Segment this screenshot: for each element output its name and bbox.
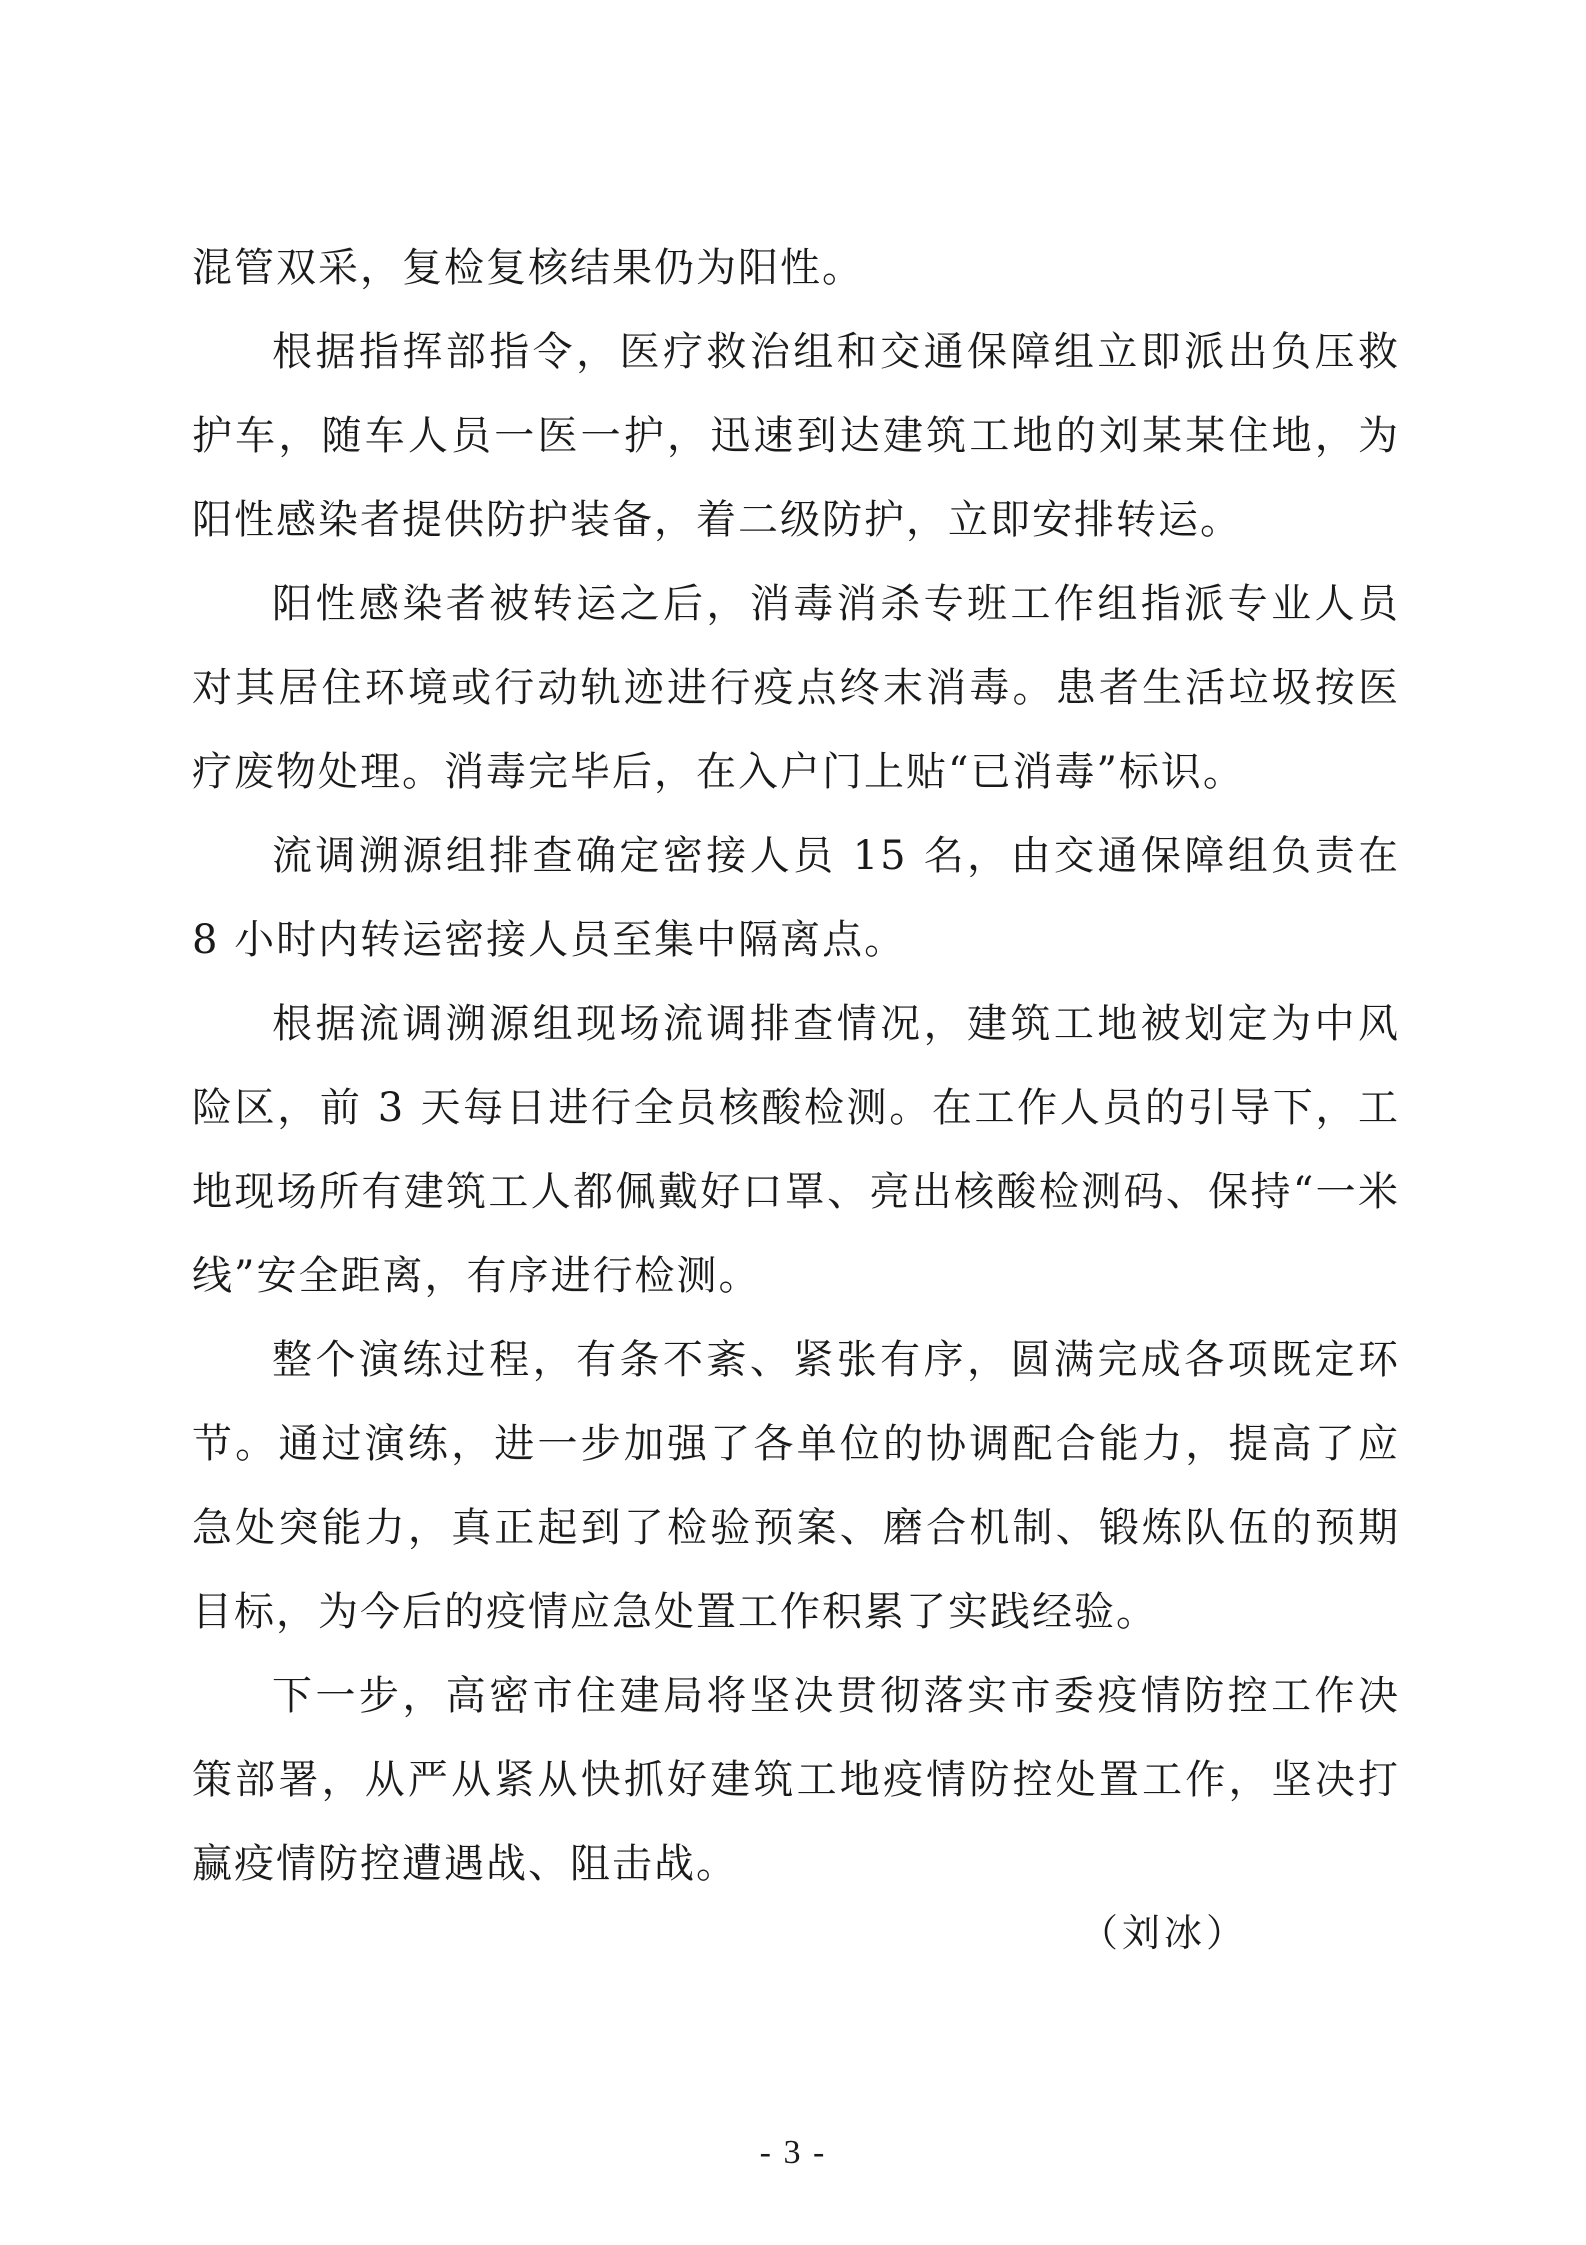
- paragraph-continued: 混管双采，复检复核结果仍为阳性。: [192, 245, 864, 291]
- paragraph-disinfection: 阳性感染者被转运之后，消毒消杀专班工作组指派专业人员对其居住环境或行动轨迹进行疫点终末消毒。患者生活垃圾按医疗废物处理。消毒完毕后，在入户门上贴“已消毒”标识。: [192, 581, 1400, 795]
- paragraph-next-steps: 下一步，高密市住建局将坚决贯彻落实市委疫情防控工作决策部署，从严从紧从快抓好建筑工地疫情防控处置工作，坚决打赢疫情防控遭遇战、阻击战。: [192, 1673, 1400, 1887]
- paragraph-drill-summary: 整个演练过程，有条不紊、紧张有序，圆满完成各项既定环节。通过演练，进一步加强了各单位的协调配合能力，提高了应急处突能力，真正起到了检验预案、磨合机制、锻炼队伍的预期目标，为今后的疫情应急处置工作积累了实践经验。: [192, 1337, 1400, 1635]
- author-signature: （刘冰）: [1080, 1911, 1249, 1955]
- article-body: [192, 226, 1400, 1906]
- paragraph-ambulance-transfer: 根据指挥部指令，医疗救治组和交通保障组立即派出负压救护车，随车人员一医一护，迅速到达建筑工地的刘某某住地，为阳性感染者提供防护装备，着二级防护，立即安排转运。: [192, 329, 1400, 543]
- page-number: - 3 -: [759, 2134, 827, 2171]
- paragraph-risk-area-testing: 根据流调溯源组现场流调排查情况，建筑工地被划定为中风险区，前 3 天每日进行全员核酸检测。在工作人员的引导下，工地现场所有建筑工人都佩戴好口罩、亮出核酸检测码、保持“一米线”安全距离，有序进行检测。: [192, 1001, 1400, 1299]
- paragraph-close-contacts: 流调溯源组排查确定密接人员 15 名，由交通保障组负责在 8 小时内转运密接人员至集中隔离点。: [192, 833, 1400, 963]
